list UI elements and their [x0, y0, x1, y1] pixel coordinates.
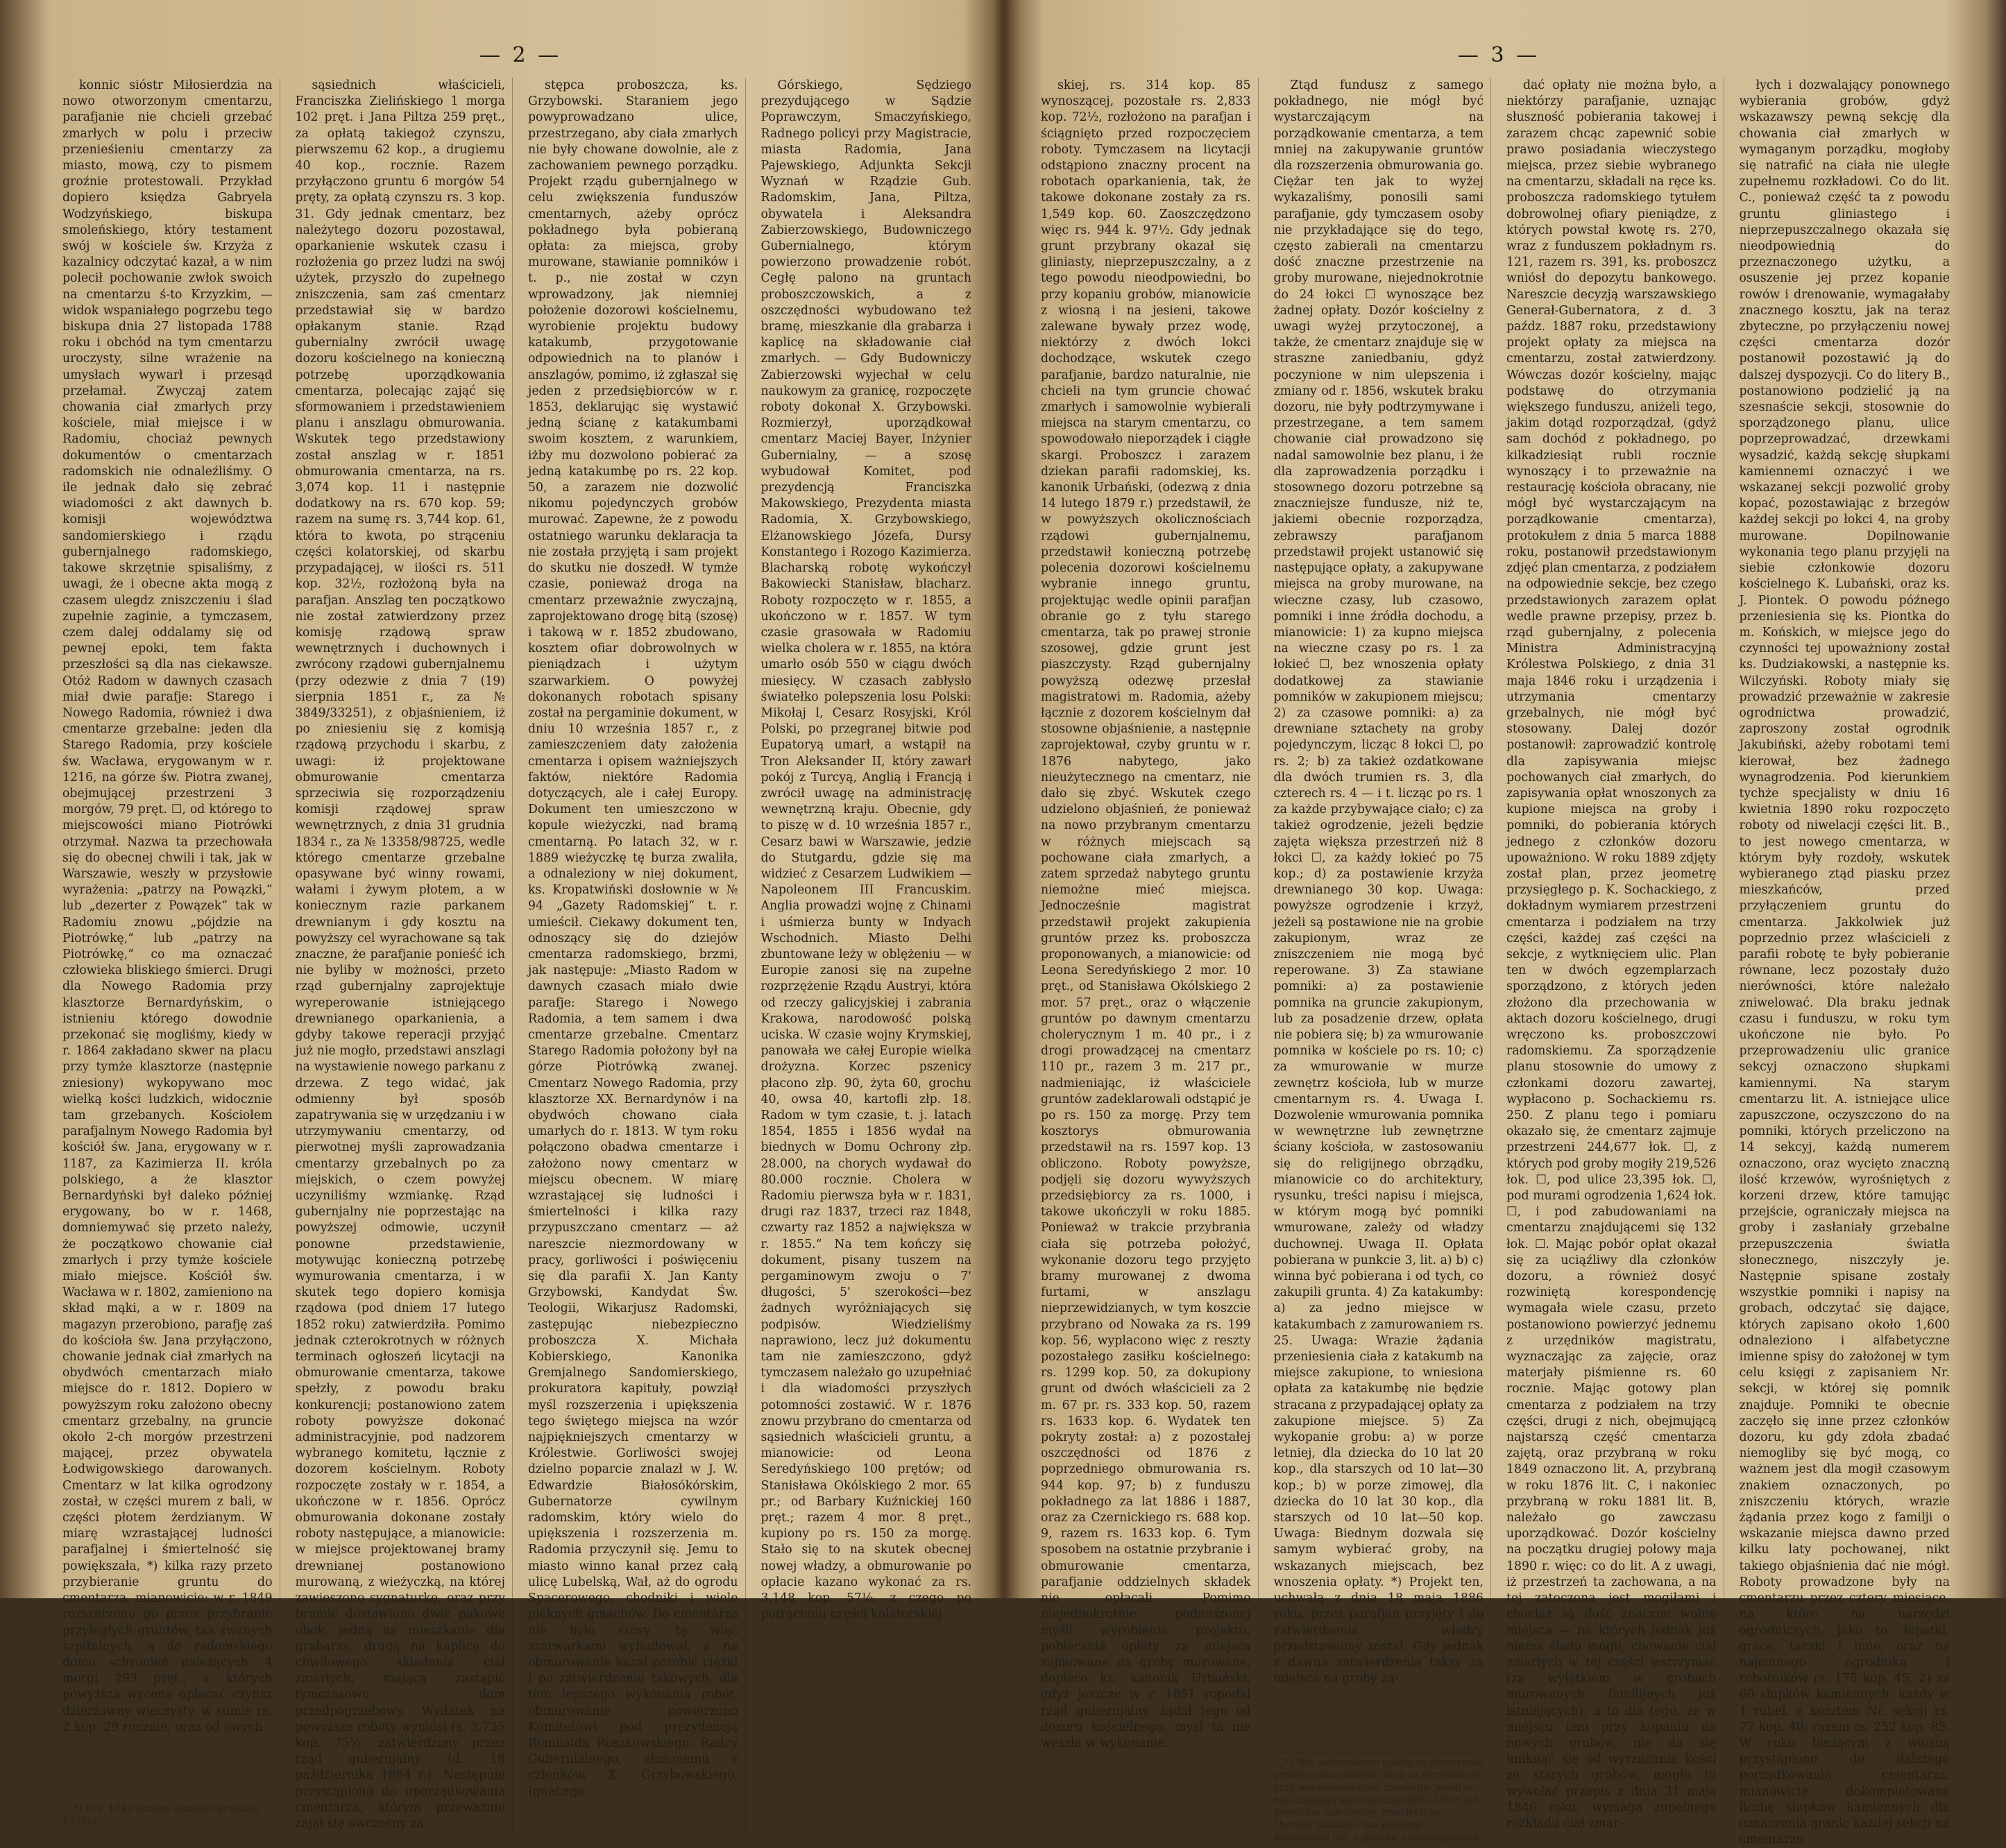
footnote: *) Nie ustanowiono opłaty za otwieranie grobów murowanych, oraz za dezynfekcję, przy wstawianiu ciała zmarłego, jeżeli w nim znajdują się ciała zmarłych, które już przedtem należałoby, zmarłych na choroby zakaźne, lub pobierać, mianowicie też, z grobów niezakupionych. [1274, 1753, 1484, 1844]
page-number: — 2 — [479, 43, 562, 67]
text-column [528, 78, 746, 1832]
text-columns [1041, 78, 1957, 1847]
text-column [296, 78, 513, 1832]
left-page [42, 0, 999, 1831]
column-text: Ztąd fundusz z samego pokładnego, nie mógł być wystarczającym na porządkowanie cmentarza, a tem mniej na zakupywanie gruntów dla rozszerzenia obmurowania go. Ciężar ten jak to wyżej wykazaliśmy, ponosili sami parafjanie, gdy tymczasem osoby nie przykładające się do tego, często zabierali na cmentarzu dość znaczne przestrzenie na groby murowane, niejednokrotnie do 24 łokci ☐ wynoszące bez żadnej opłaty. Dozór kościelny z uwagi wyżej przytoczonej, a także, że cmentarz znajduje się w straszne zaniedbaniu, gdyż poczynione w nim ulepszenia i zmiany od r. 1856, wskutek braku dozoru, nie były podtrzymywane i przestrzegane, a tem samem chowanie ciał prowadzono się nadal samowolnie bez planu, i że dla zaprowadzenia porządku i stosownego dozoru potrzebne są znaczniejsze fundusze, niż te, jakiemi obecnie rozporządza, zebrawszy parafjanom przedstawił projekt ustanowić się następujące opłaty, a zakupywane miejsca na groby murowane, na wieczne czasy, lub czasowo, pomniki i inne źródła dochodu, a mianowicie: 1) za kupno miejsca na wieczne czasy po rs. 1 za łokieć ☐, bez wnoszenia opłaty dodatkowej za stawianie pomników w zakupionem miejscu; 2) za czasowe pomniki: a) za drewniane sztachety na groby pojedynczym, licząc 8 łokci ☐, po rs. 2; b) za takież ozdatkowane dla dwóch trumien rs. 3, dla czterech rs. 4 — i t. licząc po rs. 1 za każde przybywające ciało; c) za takież ogrodzenie, jeżeli będzie zajęta większa przestrzeń niż 8 łokci ☐, za każdy łokieć po 75 kop.; d) za postawienie krzyża drewnianego 30 kop. Uwaga: powyższe ogrodzenie i krzyż, jeżeli są postawione nie na grobie zakupionym, wraz ze zniszczeniem nie mogą być reperowane. 3) Za stawiane pomniki: a) za postawienie pomnika na gruncie zakupionym, lub za posadzenie drzew, opłata nie pobiera się; b) za wmurowanie pomnika w kościele po rs. 10; c) za wmurowanie w murze zewnętrz kościoła, lub w murze cmentarnym rs. 4. Uwaga I. Dozwolenie wmurowania pomnika w wewnętrzne lub zewnętrzne ściany kościoła, w zastosowaniu się do religijnego obrządku, mianowicie co do architektury, rysunku, treści napisu i miejsca, w którym mogą być pomniki wmurowane, zależy od władzy duchownej. Uwaga II. Opłata pobierana w punkcie 3, lit. a) b) c) winna być pobierana i od tych, co zakupili grunta. 4) Za katakumby: a) za jedno miejsce w katakumbach z zamurowaniem rs. 25. Uwaga: Wrazie żądania przeniesienia ciała z katakumb na miejsce zakupione, to wniesiona opłata za katakumbę nie będzie stracana z przypadającej opłaty za zakupione miejsce. 5) Za wykopanie grobu: a) w porze letniej, dla dziecka do 10 lat 20 kop., dla starszych od 10 lat—30 kop.; b) w porze zimowej, dla dziecka do 10 lat 30 kop., dla starszych od 10 lat—50 kop. Uwaga: Biednym dozwala się samym wybierać groby, na wskazanych miejscach, bez wnoszenia opłaty. *) Projekt ten, uchwałą z dnia 18 maja 1886 roku, przez parafjan przyjęty i do zatwierdzenia władzy przedstawiony został. Gdy jednak z dawna zatwierdzenia taksy za miejsca na groby za- [1273, 78, 1484, 1686]
text-column [1506, 78, 1724, 1848]
column-text: sąsiednich właścicieli, Franciszka Zielińskiego 1 morga 102 pręt. i Jana Piltza 259 pręt., za opłatą takiegoż czynszu, pierwszemu 62 kop., a drugiemu 40 kop., rocznie. Razem przyłączono gruntu 6 morgów 54 pręty, za opłatą czynszu rs. 3 kop. 31. Gdy jednak cmentarz, bez należytego dozoru pozostawał, oparkanienie wskutek czasu i rozłożenia go przez ludzi na swój użytek, przyszło do zupełnego zniszczenia, sam zaś cmentarz przedstawiał się w bardzo opłakanym stanie. Rząd gubernialny zwrócił uwagę dozoru kościelnego na konieczną potrzebę uporządkowania cmentarza, polecając zająć się sformowaniem i przedstawieniem planu i anszlagu obmurowania. Wskutek tego przedstawiony został anszlag w r. 1851 obmurowania cmentarza, na rs. 3,074 kop. 11 i następnie dodatkowy na rs. 670 kop. 59; razem na sumę rs. 3,744 kop. 61, która to kwota, po strąceniu części kolatorskiej, od skarbu przypadającej, w ilości rs. 511 kop. 32½, rozłożoną była na parafjan. Anszlag ten początkowo nie został zatwierdzony przez komisję rządową spraw wewnętrznych i duchownych i zwrócony rządowi gubernjalnemu (przy odezwie z dnia 7 (19) sierpnia 1851 r., za № 3849/33251), z objaśnieniem, iż po zniesieniu się z komisją rządową przychodu i skarbu, z uwagi: iż projektowane obmurowanie cmentarza sprzeciwia się rozporządzeniu komisji rządowej spraw wewnętrznych, z dnia 31 grudnia 1834 r., za № 13358/98725, wedle którego cmentarze grzebalne opasywane być winny rowami, wałami i żywym płotem, a w koniecznym razie parkanem drewnianym i gdy kosztu na powyższy cel wyrachowane są tak znaczne, że parafjanie ponieść ich nie byliby w możności, przeto rząd gubernjalny zaprojektuje wyreperowanie istniejącego drewnianego oparkanienia, a gdyby takowe reperacji przyjąć już nie mogło, przedstawi anszlagi na wystawienie nowego parkanu z drzewa. Z tego widać, jak odmienny był sposób zapatrywania się w urzędzaniu i w utrzymywaniu cmentarzy, od pierwotnej myśli zaprowadzania cmentarzy grzebalnych po za miejskich, o czem powyżej uczyniliśmy wzmiankę. Rząd gubernjalny nie poprzestając na powyższej odmowie, uczynił ponowne przedstawienie, motywując konieczną potrzebę wymurowania cmentarza, i w skutek tego dopiero komisja rządowa (pod dniem 17 lutego 1852 roku) zatwierdziła. Pomimo jednak czterokrotnych w różnych terminach ogłoszeń licytacji na obmurowanie cmentarza, takowe spełzły, z powodu braku konkurencji; postanowiono zatem roboty powyższe dokonać administracyjnie, pod nadzorem wybranego komitetu, łącznie z dozorem kościelnym. Roboty rozpoczęte zostały w r. 1854, a ukończone w r. 1856. Oprócz obmurowania dokonane zostały roboty następujące, a mianowicie: w miejsce projektowanej bramy drewnianej postanowiono murowaną, z wieżyczką, na której zawieszono sygnaturkę, oraz przy bramie dostawiono dwie pakowe obok, jedną na mieszkanie dla grabarza, drugą na kaplicę do chwilowego składania ciał zmarłych, mającą zastąpić tymczasowo dom przedpogrzebowy. Wydatek na powyższe roboty wyniósł rs. 3,735 kop. 75½, zatwierdzony przez rząd gubernjalny (d. 18 października 1864 r.). Następnie przystąpiono do uporządkowania cmentarza, którym przeważnie zajął się ówczesny za- [295, 78, 505, 1831]
text-column [62, 78, 280, 1832]
column-text: Górskiego, Sędziego prezydującego w Sądzie Poprawczym, Smaczyńskiego, Radnego policyi przy Magistracie, miasta Radomia, Jana Pajewskiego, Adjunkta Sekcji Wyznań w Rządzie Gub. Radomskim, Jana, Piltza, obywatela i Aleksandra Zabierzowskiego, Budowniczego Gubernialnego, którym powierzono prowadzenie robót. Cegłę palono na gruntach proboszczowskich, a z oszczędności wybudowano też bramę, mieszkanie dla grabarza i kaplicę na składowanie ciał zmarłych. — Gdy Budowniczy Zabierzowski wyjechał w celu naukowym za granicę, rozpoczęte roboty dokonał X. Grzybowski. Rozmierzył, uporządkował cmentarz Maciej Bayer, Inżynier Gubernialny, — a szosę wybudował Komitet, pod prezydencją Franciszka Makowskiego, Prezydenta miasta Radomia, X. Grzybowskiego, Elżanowskiego Józefa, Dursy Konstantego i Rozogo Kazimierza. Blacharską robotę wykończył Bakowiecki Stanisław, blacharz. Roboty rozpoczęto w r. 1855, a ukończono w r. 1857. W tym czasie grasowała w Radomiu wielka cholera w r. 1855, na która umarło osób 550 w ciągu dwóch miesięcy. W czasach zabłysło światełko polepszenia losu Polski: Mikołaj I, Cesarz Rosyjski, Król Polski, po przegranej bitwie pod Eupatoryą umarł, a wstąpił na Tron Aleksander II, który zawarł pokój z Turcyą, Anglią i Francją i zwrócił uwagę na administrację wewnętrzną kraju. Obecnie, gdy to piszę w d. 10 września 1857 r., Cesarz bawi w Warszawie, jedzie do Stutgardu, gdzie się ma widzieć z Cesarzem Ludwikiem — Napoleonem III Francuskim. Anglia prowadzi wojnę z Chinami i uśmierza bunty w Indyach Wschodnich. Miasto Delhi zbuntowane leży w oblężeniu — w Europie zanosi się na zupełne rozprzężenie Rządu Austryi, która od rzeczy galicyjskiej i zabrania Krakowa, narodowość polską uciska. W czasie wojny Krymskiej, panowała we całej Europie wielka drożyzna. Korzec pszenicy płacono złp. 90, żyta 60, grochu 40, owsa 40, kartofli złp. 18. Radom w tym czasie, t. j. latach 1854, 1855 i 1856 wydał na biednych w Domu Ochrony złp. 28.000, na chorych wydawał do 80.000 rocznie. Cholera w Radomiu pierwsza była w r. 1831, drugi raz 1837, trzeci raz 1848, czwarty raz 1852 a największa w r. 1855.“ Na tem kończy się dokument, pisany tuszem na pergaminowym zwoju o 7' długości, 5' szerokości—bez żadnych wyróżniających się podpisów. Wiedzieliśmy naprawiono, lecz już dokumentu tam nie zamieszczono, gdyż tymczasem należało go uzupełniać i dla wiadomości przyszłych potomności zostawić. W r. 1876 znowu przybrano do cmentarza od sąsiednich właścicieli gruntu, a mianowicie: od Leona Seredyńskiego 100 prętów; od Stanisława Okólskiego 2 mor. 65 pr.; od Barbary Kuźnickiej 160 pręt.; razem 4 mor. 8 pręt., kupiony po rs. 150 za morgę. Stało się to na skutek obecnej nowej władzy, a obmurowanie po opłacie kazano wykonać za rs. 3,148 kop. 57½, z czego po potrąceniu części kolatorskiej [760, 78, 971, 1622]
text-column [1041, 78, 1259, 1848]
column-text: skiej, rs. 314 kop. 85 wynoszącej, pozostałe rs. 2,833 kop. 72½, rozłożono na parafjan i ściągnięto przed rozpoczęciem roboty. Tymczasem na licytacji odstąpiono znaczny procent na robotach oparkanienia, tak, że takowe dokonane zostały za rs. 1,549 kop. 60. Zaoszczędzono więc rs. 944 k. 97½. Gdy jednak grunt przybrany okazał się gliniasty, nieprzepuszczalny, a z tego powodu nieodpowiedni, bo przy kopaniu grobów, mianowicie z wiosną i na jesieni, takowe zalewane bywały przez wodę, niektórzy z dwóch lokci dochodzące, wskutek czego parafjanie, bardzo naturalnie, nie chcieli na tym gruncie chować zmarłych i samowolnie wybierali miejsca na starym cmentarzu, co spowodowało nieporządek i ciągłe skargi. Proboszcz i zarazem dziekan parafii radomskiej, ks. kanonik Urbański, (odezwą z dnia 14 lutego 1879 r.) przedstawił, że w powyższych okolicznościach rządowi gubernjalnemu, przedstawił konieczną potrzebę polecenia dozorowi kościelnemu wybranie innego gruntu, projektując wedle opinii parafjan obranie go z tyłu starego cmentarza, tak po prawej stronie szosowej, gdzie grunt jest piaszczysty. Rząd gubernjalny powyższą odezwę przesłał magistratowi m. Radomia, ażeby łącznie z dozorem kościelnym dał stosowne objaśnienie, a następnie zaprojektował, czyby gruntu w r. 1876 nabytego, jako nieużytecznego na cmentarz, nie dało się zbyć. Wskutek czego udzielono objaśnień, że ponieważ na nowo przybranym cmentarzu w różnych miejscach są pochowane ciała zmarłych, a zatem sprzedaż nabytego gruntu niemożne mieć miejsca. Jednocześnie magistrat przedstawił projekt zakupienia gruntów przez ks. proboszcza proponowanych, a mianowicie: od Leona Seredyńskiego 2 mor. 10 pręt., od Stanisława Okólskiego 2 mor. 57 pręt., oraz o włączenie gruntów po dawnym cmentarzu cholerycznym 1 m. 40 pr., i z drogi prowadzącej na cmentarz 110 pr., razem 3 m. 217 pr., nadmieniając, iż właściciele gruntów zadeklarowali odstąpić je po rs. 150 za morgę. Przy tem kosztorys obmurowania przedstawił na rs. 1597 kop. 13 obliczono. Roboty powyższe, podjęli się dozoru wywyższych przedsiębiorcy za rs. 1000, i takowe ukończyli w roku 1885. Ponieważ w trakcie przybrania ciała się potrzeba położyć, wykonanie dozoru tego przyjęto bramy murowanej z dwoma furtami, w anszlagu nieprzewidzianych, w tym koszcie przybrano od Nowaka za rs. 199 kop. 56, wyplacono więc z reszty pozostałego zasiłku kościelnego: rs. 1299 kop. 50, za dokupiony grunt od dwóch właścicieli za 2 m. 67 pr. rs. 333 kop. 50, razem rs. 1633 kop. 6. Wydatek ten pokryty został: a) z pozostałej oszczędności od 1876 z poprzedniego obmurowania rs. 944 kop. 97; b) z funduszu pokładnego za lat 1886 i 1887, oraz za Czernickiego rs. 688 kop. 9, razem rs. 1633 kop. 6. Tym sposobem na ostatnie przybranie i obmurowanie cmentarza, parafjanie oddzielnych składek nie opłacali. Pomimo niejednokrotnie podnoszonej myśli wyrobienia projektu, pobierania opłaty za miejsca zajmowane na groby murowane, dopiero ks. kanonik Urbański, gdyż jeszcze w r. 1851 ropodal rząd gubernjalny, żądał tego od dozoru kościelnego, myśl ta nie weszła w wykonanie. [1041, 78, 1251, 1750]
text-columns [62, 78, 978, 1831]
column-text: stępca proboszcza, ks. Grzybowski. Staraniem jego powyprowadzano ulice, przestrzegano, aby ciała zmarłych nie były chowane dowolnie, ale z zachowaniem pewnego porządku. Projekt rządu gubernjalnego w celu zwiększenia funduszów cmentarnych, ażeby oprócz pokładnego była pobieraną opłata: za miejsca, groby murowane, stawianie pomników i t. p., nie został w czyn wprowadzony, jak niemniej położenie dozorowi kościelnemu, wyrobienie projektu budowy katakumb, przygotowanie odpowiednich na to planów i anszlagów, pomimo, iż zgłaszał się jeden z przedsiębiorców w r. 1853, deklarując się wystawić jedną ścianę z katakumbami swoim kosztem, z warunkiem, iżby mu dozwolono pobierać za jedną katakumbę po rs. 22 kop. 50, a zarazem nie dozwolić nikomu pojedynczych grobów murować. Zapewne, że z powodu ostatniego warunku deklaracja ta nie została przyjętą i sam projekt do skutku nie doszedł. W tymże czasie, ponieważ droga na cmentarz przeważnie zwyczajną, zaprojektowano drogę bitą (szosę) i takową w r. 1852 zbudowano, kosztem ofiar dobrowolnych w pieniądzach i użytym szarwarkiem. O powyżej dokonanych robotach spisany został na pergaminie dokument, w dniu 10 września 1857 r., z zamieszczeniem daty założenia cmentarza i opisem ważniejszych faktów, niektóre Radomia dotyczących, ale i całej Europy. Dokument ten umieszczono w kopule wieżyczki, nad bramą cmentarną. Po latach 32, w r. 1889 wieżyczkę tę burza zwaliła, a odnaleziony w niej dokument, ks. Kropatwiński dosłownie w № 94 „Gazety Radomskiej“ t. r. umieścił. Ciekawy dokument ten, odnoszący się do dziejów cmentarza radomskiego, brzmi, jak następuje: „Miasto Radom w dawnych czasach miało dwie parafje: Starego i Nowego Radomia, a tem samem i dwa cmentarze grzebalne. Cmentarz Starego Radomia położony był na górze Piotrówką zwanej. Cmentarz Nowego Radomia, przy klasztorze XX. Bernardynów i na obydwóch chowano ciała umarłych do r. 1813. W tym roku połączono obadwa cmentarze i założono nowy cmentarz w miejscu obecnem. W miarę wzrastającej się ludności i śmiertelności i kilka razy przypuszczano cmentarz — aż nareszcie niezmordowany w pracy, gorliwości i poświęceniu się dla parafii X. Jan Kanty Grzybowski, Kandydat Św. Teologii, Wikarjusz Radomski, zastępując niebezpieczno proboszcza X. Michała Kobierskiego, Kanonika Gremjalnego Sandomierskiego, prokuratora kapituły, powziął myśl rozszerzenia i upiększenia tego świętego miejsca na wzór najpiękniejszych cmentarzy w Królestwie. Gorliwości swojej dzielno poparcie znalazł w J. W. Edwardzie Białosókórskim, Gubernatorze cywilnym radomskim, który wielo do upiększenia i rozszerzenia m. Radomia przyczynił się. Jemu to miasto winno kanał przez całą ulicę Lubelską, Wał, aż do ogrodu Spacerowego, chodniki i wiele pięknych gmachów. Do cmentarza nie było szosy, tę więc szarwarkami wybudował, a na obmurowanie kazał porobić ciężki i po zatwierdzeniu takowych, dla tem lepszego wykonania robót, obmurowanie powierzono Komitetowi pod prezydencją Romualda Roszkowskiego, Radcy Gubernialnego, złożonemu z członków, X. Grzybowskiego, Ignacego [528, 78, 738, 1799]
page-number: — 3 — [1457, 43, 1540, 67]
column-text: konnic sióstr Miłosierdzia na nowo otworzonym cmentarzu, parafjanie nie chcieli grzebać zmarłych w polu i przeciw przenieśieniu cmentarzy za miasto, mową, czy to pismem groźnie protestowali. Przykład dopiero księdza Gabryela Wodzyńskiego, biskupa smoleńskiego, który testament swój w kościele św. Krzyża z kazalnicy odczytać kazał, a w nim polecił pochowanie zwłok swoich na cmentarzu ś-to Krzyzkim, — widok wspaniałego pogrzebu tego biskupa dnia 27 listopada 1788 roku i obchód na tym cmentarzu uroczysty, silne wrażenie na umysłach wywarł i przesąd przełamał. Zwyczaj zatem chowania ciał zmarłych przy kościele, miał miejsce i w Radomiu, chociaż pewnych dokumentów o cmentarzach radomskich nie odnaleźliśmy. O ile jednak dało się zebrać wiadomości z akt dawnych b. komisji województwa sandomierskiego i rządu gubernjalnego radomskiego, takowe skrzętnie spisaliśmy, z uwagi, że i obecne akta mogą z czasem ulegdz zniszczeniu i ślad zupełnie zaginie, a tymczasem, czem dalej oddalamy się od pewnej epoki, tem fakta przeszłości są dla nas ciekawsze. Otóż Radom w dawnych czasach miał dwie parafje: Starego i Nowego Radomia, również i dwa cmentarze grzebalne: jeden dla Starego Radomia, przy kościele św. Wacława, erygowanym w r. 1216, na górze św. Piotra zwanej, obejmującej przestrzeni 3 morgów, 79 pręt. ☐, od którego to miejscowości miano Piotrówki otrzymał. Nazwa ta przechowała się do obecnej chwili i tak, jak w Warszawie, weszły w przysłowie wyrażenia: „patrzy na Powązki,“ lub „dezerter z Powązek“ tak w Radomiu znowu „pójdzie na Piotrówkę,“ lub „patrzy na Piotrówkę,“ co ma oznaczać człowieka bliskiego śmierci. Drugi dla Nowego Radomia przy klasztorze Bernardyńskim, o istnieniu którego dowodnie przekonać się mogliśmy, kiedy w r. 1864 zakładano skwer na placu przy tymże klasztorze (następnie zniesiony) wykopywano moc wielką kości ludzkich, widocznie tam grzebanych. Kościołem parafjalnym Nowego Radomia był kościół św. Jana, erygowany w r. 1187, za Kazimierza II. króla polskiego, a że klasztor Bernardyński był daleko później erygowany, bo w r. 1468, domniemywać się przeto należy, że początkowo chowanie ciał zmarłych i przy tymże kościele miało miejsce. Kościół św. Wacława w r. 1802, zamieniono na skład mąki, a w r. 1809 na magazyn przerobiono, parafję zaś do kościoła św. Jana przyłączono, chowanie jednak ciał zmarłych na obydwóch cmentarzach miało miejsce do r. 1812. Dopiero w powyższym roku założono obecny cmentarz grzebalny, na gruncie około 2-ch morgów przestrzeni mającej, przez obywatela Łodwigowskiego darowanych. Cmentarz w lat kilka ogrodzony został, w części murem z bali, w części płotem żerdzianym. W miarę wzrastającej ludności parafjalnej i śmiertelność się powiększała, *) kilka razy przeto przybieranie gruntu do cmentarza, mianowicie: w r. 1849 rozszerzono go przez przybranie przyległych gruntów, tak zwanych szpitalnych, a do radomskiego domu schronień należących, 4 morgi 293 pręt., a których powyższa wycena opłacać czynsz dzierżawny wieczysty, w sumie rs. 2 kop. 29 rocznie, oraz od owych [62, 78, 273, 1734]
text-column [761, 78, 979, 1832]
footnote: *) W r. 1849 liczono parafjan przeszło 12,000. [62, 1799, 273, 1828]
right-page [1020, 0, 1978, 1847]
text-column [1740, 78, 1957, 1848]
column-text: łych i dozwalający ponownego wybierania grobów, gdyż wskazawszy pewną sekcję dla chowania ciał zmarłych w wymaganym porządku, mogłoby się natrafić na ciała nie uległe zupełnemu rozkładowi. Co do lit. C., ponieważ część ta z powodu gruntu gliniastego i nieprzepuszczalnego okazała się nieodpowiednią do przeznaczonego użytku, a osuszenie jej przez kopanie rowów i drenowanie, wymagałaby znacznego kosztu, jak na teraz zbyteczne, po przyłączeniu nowej części cmentarza dozór postanowił pozostawić ją do dalszej dyspozycji. Co do litery B., postanowiono podzielić ją na szesnaście sekcji, stosownie do sporządzonego planu, ulice poprzeprowadzać, drzewkami wysadzić, każdą sekcję słupkami kamiennemi oznaczyć i we wskazanej sekcji pozwolić groby kopać, pozostawiając z brzegów każdej sekcji po łokci 4, na groby murowane. Dopilnowanie wykonania tego planu przyjęli na siebie członkowie dozoru kościelnego K. Lubański, oraz ks. J. Piontek. O powodu późnego przeniesienia się ks. Piontka do m. Końskich, w miejsce jego do czynności tej upoważniony został ks. Dudziakowski, a następnie ks. Wilczyński. Roboty miały się prowadzić przeważnie w zakresie ogrodnictwa prowadzić, zaproszony został ogrodnik Jakubiński, ażeby robotami temi kierował, bez żadnego wynagrodzenia. Pod kierunkiem tychże specjalisty w dniu 16 kwietnia 1890 roku rozpoczęto roboty od niwelacji części lit. B., to jest nowego cmentarza, w którym były rozdoły, wskutek wybieranego ztąd piasku przez mieszkańców, przed przyłączeniem gruntu do cmentarza. Jakkolwiek już poprzednio przez właścicieli z parafii robotę te były pobieranie równane, lecz pozostały dużo nierówności, które należało zniwelować. Dla braku jednak czasu i funduszu, w roku tym ukończone nie było. Po przeprowadzeniu ulic granice sekcyj oznaczono słupkami kamiennymi. Na starym cmentarzu lit. A. istniejące ulice zapuszczone, oczyszczono do na pomniki, których przeliczono na 14 sekcyj, każdą numerem oznaczono, oraz wycięto znaczną ilość krzewów, wyrośniętych z korzeni drzew, które tamując przejście, ograniczały miejsca na groby i zasłaniały grzebalne przepuszczenia światła słonecznego, niszczyły je. Następnie spisane zostały wszystkie pomniki i napisy na grobach, odczytać się dające, których zapisano około 1,600 odnaleziono i alfabetyczne imienne spisy do założonej w tym celu księgi z zapisaniem Nr. sekcji, w której się pomnik znajduje. Pomniki te obecnie zaczęło się inne przez członków dozoru, ku gdy zdoła zbadać niemogliby się być mogą, co ważnem jest dla mogił czasowym znakiem oznaczonych, po zniszczeniu których, wrazie żądania przez kogo z familji o wskazanie miejsca dawno przed kilku laty pochowanej, nikt takiego objaśnienia dać nie mógł. Roboty prowadzone były na cmentarzu przez cztery miesiące, na które na narzędzi ogrodniczych, jako to: łopatki, grace, taczki i inne, oraz na najemnego ogrodnika i robotników rs. 175 kop. 45, 2) za 60 slupków kamiennych, każdy w 1 rubel, z kosztem Nr. sekcji rs. 77 kop. 40; razem rs. 252 kop. 85. W roku bieżącym z wiosną przystąpiono do dalszego porządkowania cmentarza, mianowicie: dokompletowano liczbę słupków kamiennych dla oznaczenia granic każdej sekcji na cmentarzu [1739, 78, 1950, 1847]
column-text: dać opłaty nie można było, a niektórzy parafjanie, uznając słuszność pobierania takowej i zarazem chcąc zapewnić sobie prawo posiadania wieczystego miejsca, przez siebie wybranego na cmentarzu, składali na ręce ks. proboszcza radomskiego tytułem dobrowolnej ofiary pieniądze, z których powstał kwotę rs. 270, wraz z funduszem pokładnym rs. 121, razem rs. 391, ks. proboszcz wniósł do depozytu bankowego. Nareszcie decyzją warszawskiego Generał-Gubernatora, z d. 3 paźdz. 1887 roku, przedstawiony projekt opłaty za miejsca na cmentarzu, został zatwierdzony. Wówczas dozór kościelny, mając podstawę do otrzymania większego funduszu, aniżeli tego, jakim dotąd rozporządzał, (gdyż sam dochód z pokładnego, po kilkadziesiąt rubli rocznie wynoszący i to przeważnie na restaurację kościoła obracany, nie mógł być wystarczającym na porządkowanie cmentarza), protokułem z dnia 5 marca 1888 roku, postanowił przedstawionym zdjęć plan cmentarza, z podziałem na odpowiednie sekcje, bez czego przedstawionych zarazem opłat wedle prawne przepisy, przez b. rząd gubernjalny, z polecenia Ministra Administracyjną Królestwa Polskiego, z dnia 31 maja 1846 roku i urządzenia i utrzymania cmentarzy grzebalnych, nie mógł być stosowany. Dalej dozór postanowił: zaprowadzić kontrolę dla zapisywania miejsc pochowanych ciał zmarłych, do zapisywania opłat wnoszonych za kupione miejsca na groby i pomniki, do pobierania których jednego z członków dozoru upoważniono. W roku 1889 zdjęty został plan, przez jeometrę przysięgłego p. K. Sochackiego, z dokładnym wymiarem przestrzeni cmentarza i podziałem na trzy części, każdej zaś części na sekcje, z wytknięciem ulic. Plan ten w dwóch egzemplarzach sporządzono, z których jeden złożono dla przechowania w aktach dozoru kościelnego, drugi wręczono ks. proboszczowi radomskiemu. Za sporządzenie planu stosownie do umowy z członkami dozoru zawartej, wypłacono p. Sochackiemu rs. 250. Z planu tego i pomiaru okazało się, że cmentarz zajmuje przestrzeni 244,677 łok. ☐, z których pod groby mogiły 219,526 łok. ☐, pod ulice 23,395 łok. ☐, pod murami ogrodzenia 1,624 łok. ☐, i pod zabudowaniami na cmentarzu znajdującemi się 132 łok. ☐. Mając pobór opłat okazał się za uciąźliwy dla członków dozoru, a również dosyć rozwiniętą korespondencję wymagała wiele czasu, przeto postanowiono powierzyć jednemu z urzędników magistratu, wyznaczając za zajęcie, oraz materjały piśmienne rs. 60 rocznie. Mając gotowy plan cmentarza z podziałem na trzy części, drugi z nich, obejmującą najstarszą część cmentarza zajętą, oraz przybraną w roku 1849 oznaczono lit. A, przybraną w roku 1876 lit. C, i nakoniec przybraną w roku 1881 lit. B, należało go zawczasu uporządkować. Dozór kościelny na początku drugiej połowy maja 1890 r. więc: co do lit. A z uwagi, iż przestrzeń ta zachowana, a na tej zatoczona jest mogiłami i chociaż są dość znaczne wolne miejsca — na których jednak już niema śladu mogił, chowanie ciał zmarłych w tej części wstrzymać (za wyjątkiem w grobach murowanych familijnych już istniejących), a to dla tego, że w miejscu tem przy kopaniu na nowych grobów, nie da się uniknąć się od wyrzucania kości ze starych grobów, mogło to wywołać przepis z dnia 31 maja 1846 roku, wymaga zupełnego rozkładu ciał zmar- [1506, 78, 1717, 1831]
text-column [1274, 78, 1492, 1848]
